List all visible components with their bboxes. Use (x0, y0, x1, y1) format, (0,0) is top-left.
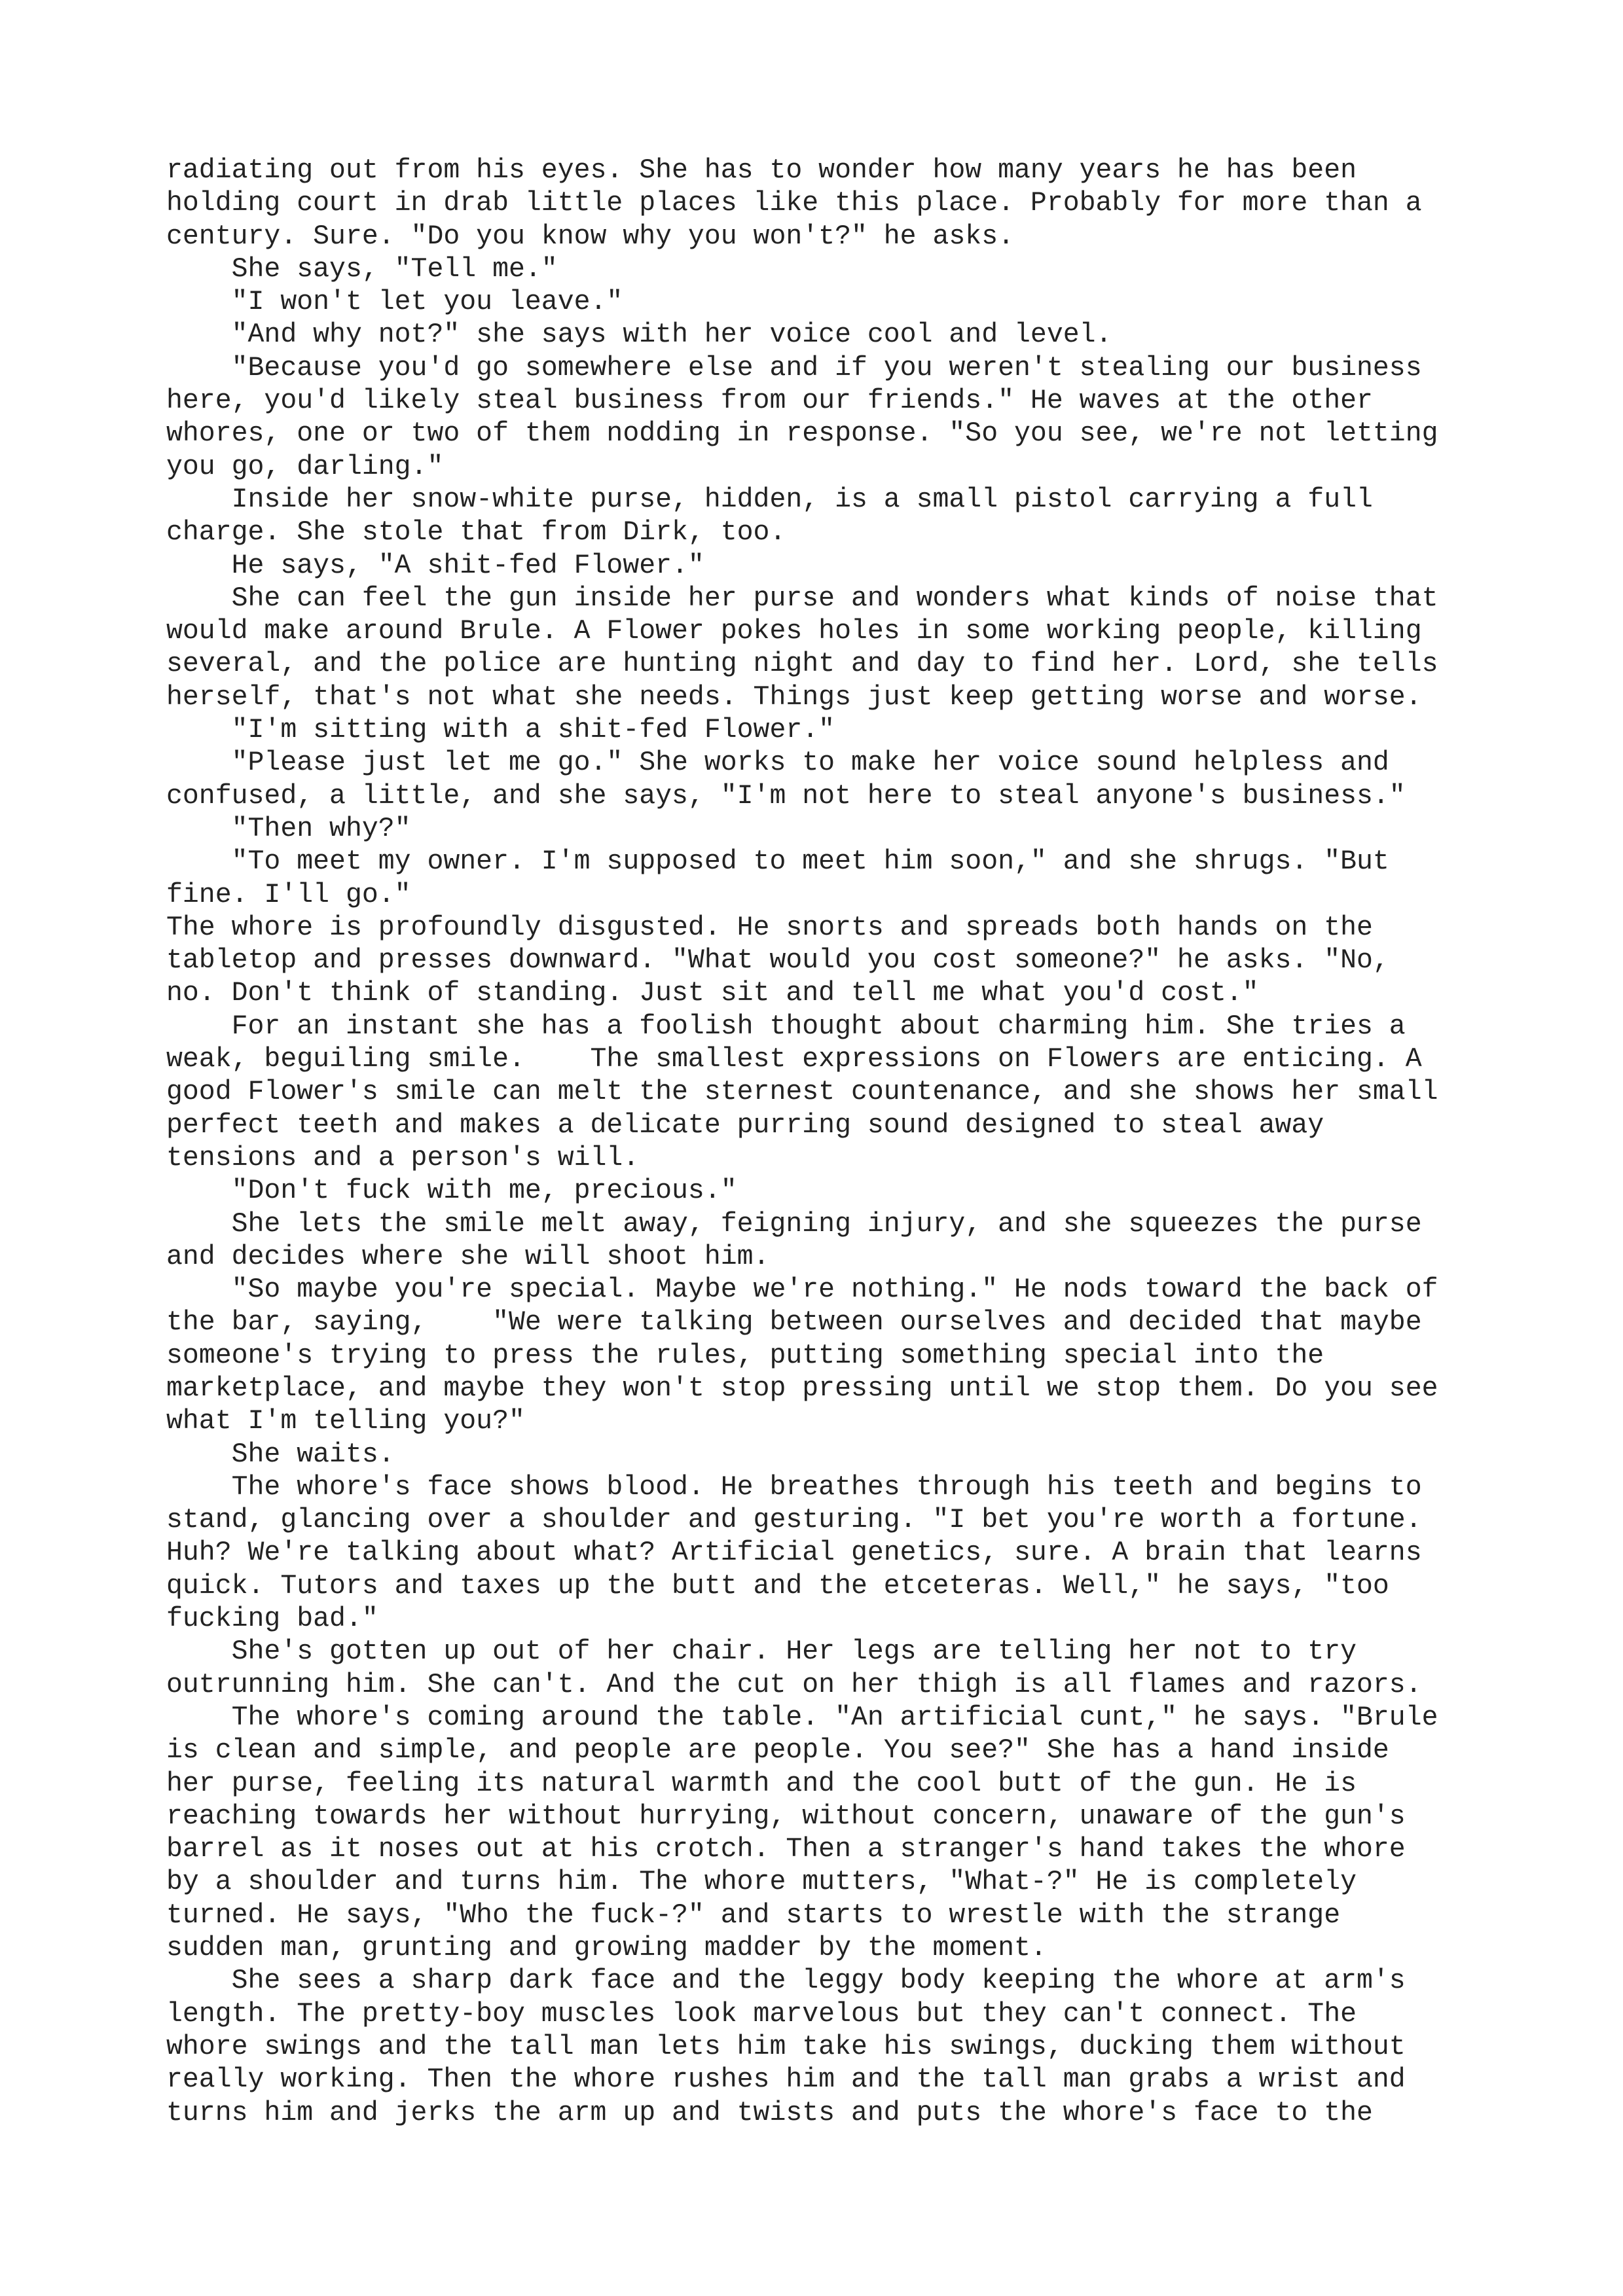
text-line: stand, glancing over a shoulder and gesturing. "I bet you're worth a fortune. (166, 1505, 1422, 1536)
text-line: fine. I'll go." (166, 879, 411, 910)
text-line: marketplace, and maybe they won't stop pressing until we stop them. Do you see (166, 1372, 1438, 1404)
text-line: what I'm telling you?" (166, 1406, 525, 1437)
text-line: length. The pretty-boy muscles look marvelous but they can't connect. The (166, 1998, 1357, 2030)
text-line: turns him and jerks the arm up and twists and puts the whore's face to the (166, 2097, 1373, 2128)
text-line: For an instant she has a foolish thought about charming him. She tries a (166, 1011, 1406, 1042)
text-line: quick. Tutors and taxes up the butt and the etceteras. Well," he says, "too (166, 1570, 1389, 1602)
text-line: century. Sure. "Do you know why you won't?" he asks. (166, 221, 1015, 252)
text-line: reaching towards her without hurrying, without concern, unaware of the gun's (166, 1801, 1406, 1832)
text-line: and decides where she will shoot him. (166, 1241, 770, 1272)
text-line: barrel as it noses out at his crotch. Then a stranger's hand takes the whore (166, 1834, 1406, 1865)
text-line: you go, darling." (166, 451, 444, 482)
text-line: She can feel the gun inside her purse and wonders what kinds of noise that (166, 583, 1438, 614)
text-line: here, you'd likely steal business from our friends." He waves at the other (166, 386, 1373, 417)
text-line: He says, "A shit-fed Flower." (166, 550, 704, 581)
text-line: by a shoulder and turns him. The whore mutters, "What-?" He is completely (166, 1867, 1357, 1898)
text-line: is clean and simple, and people are people. You see?" She has a hand inside (166, 1735, 1389, 1767)
text-line: someone's trying to press the rules, putting something special into the (166, 1340, 1324, 1371)
text-line: The whore's face shows blood. He breathes through his teeth and begins to (166, 1471, 1422, 1503)
text-line: whore swings and the tall man lets him take his swings, ducking them without (166, 2031, 1406, 2062)
text-line: tensions and a person's will. (166, 1142, 640, 1174)
text-line: "Then why?" (166, 813, 411, 844)
text-line: The whore's coming around the table. "An artificial cunt," he says. "Brule (166, 1702, 1438, 1733)
text-line: whores, one or two of them nodding in response. "So you see, we're not letting (166, 418, 1438, 450)
text-line: "To meet my owner. I'm supposed to meet him soon," and she shrugs. "But (166, 846, 1389, 878)
text-line: The whore is profoundly disgusted. He snorts and spreads both hands on the (166, 912, 1373, 943)
text-line: no. Don't think of standing. Just sit and tell me what you'd cost." (166, 978, 1259, 1009)
text-line: "I'm sitting with a shit-fed Flower." (166, 715, 835, 746)
text-line: turned. He says, "Who the fuck-?" and starts to wrestle with the strange (166, 1899, 1341, 1931)
text-line: "And why not?" she says with her voice cool and level. (166, 319, 1112, 351)
text-line: "I won't let you leave." (166, 287, 623, 318)
text-line: perfect teeth and makes a delicate purring sound designed to steal away (166, 1109, 1324, 1141)
text-line: the bar, saying, "We were talking between ourselves and decided that maybe (166, 1307, 1422, 1338)
text-line: fucking bad." (166, 1604, 378, 1635)
text-line: would make around Brule. A Flower pokes holes in some working people, killing (166, 616, 1422, 647)
text-line: She says, "Tell me." (166, 253, 558, 285)
text-line: sudden man, grunting and growing madder by the moment. (166, 1933, 1047, 1964)
text-line: She waits. (166, 1439, 395, 1470)
text-line: She sees a sharp dark face and the leggy body keeping the whore at arm's (166, 1965, 1406, 1997)
text-line: "Don't fuck with me, precious." (166, 1175, 737, 1207)
text-line: "Please just let me go." She works to make her voice sound helpless and (166, 747, 1389, 779)
text-line: radiating out from his eyes. She has to wonder how many years he has been (166, 155, 1357, 186)
text-line: "So maybe you're special. Maybe we're nothing." He nods toward the back of (166, 1274, 1438, 1306)
text-line: really working. Then the whore rushes him and the tall man grabs a wrist and (166, 2064, 1406, 2096)
text-line: good Flower's smile can melt the sternest countenance, and she shows her small (166, 1077, 1438, 1108)
text-line: holding court in drab little places like this place. Probably for more than a (166, 188, 1422, 219)
text-line: tabletop and presses downward. "What would you cost someone?" he asks. "No, (166, 945, 1389, 977)
text-line: herself, that's not what she needs. Things just keep getting worse and worse. (166, 681, 1422, 713)
text-line: charge. She stole that from Dirk, too. (166, 517, 786, 548)
text-line: confused, a little, and she says, "I'm not here to steal anyone's business." (166, 780, 1406, 812)
body-text (166, 154, 1476, 2130)
text-line: weak, beguiling smile. The smallest expressions on Flowers are enticing. A (166, 1044, 1422, 1075)
text-line: several, and the police are hunting night and day to find her. Lord, she tells (166, 649, 1438, 680)
text-line: her purse, feeling its natural warmth and the cool butt of the gun. He is (166, 1768, 1357, 1799)
text-line: Inside her snow-white purse, hidden, is a small pistol carrying a full (166, 484, 1373, 515)
text-line: outrunning him. She can't. And the cut on her thigh is all flames and razors. (166, 1669, 1422, 1700)
text-line: She's gotten up out of her chair. Her legs are telling her not to try (166, 1636, 1357, 1668)
text-line: Huh? We're talking about what? Artificial genetics, sure. A brain that learns (166, 1537, 1422, 1569)
text-line: "Because you'd go somewhere else and if you weren't stealing our business (166, 352, 1422, 384)
text-line: She lets the smile melt away, feigning injury, and she squeezes the purse (166, 1208, 1422, 1240)
